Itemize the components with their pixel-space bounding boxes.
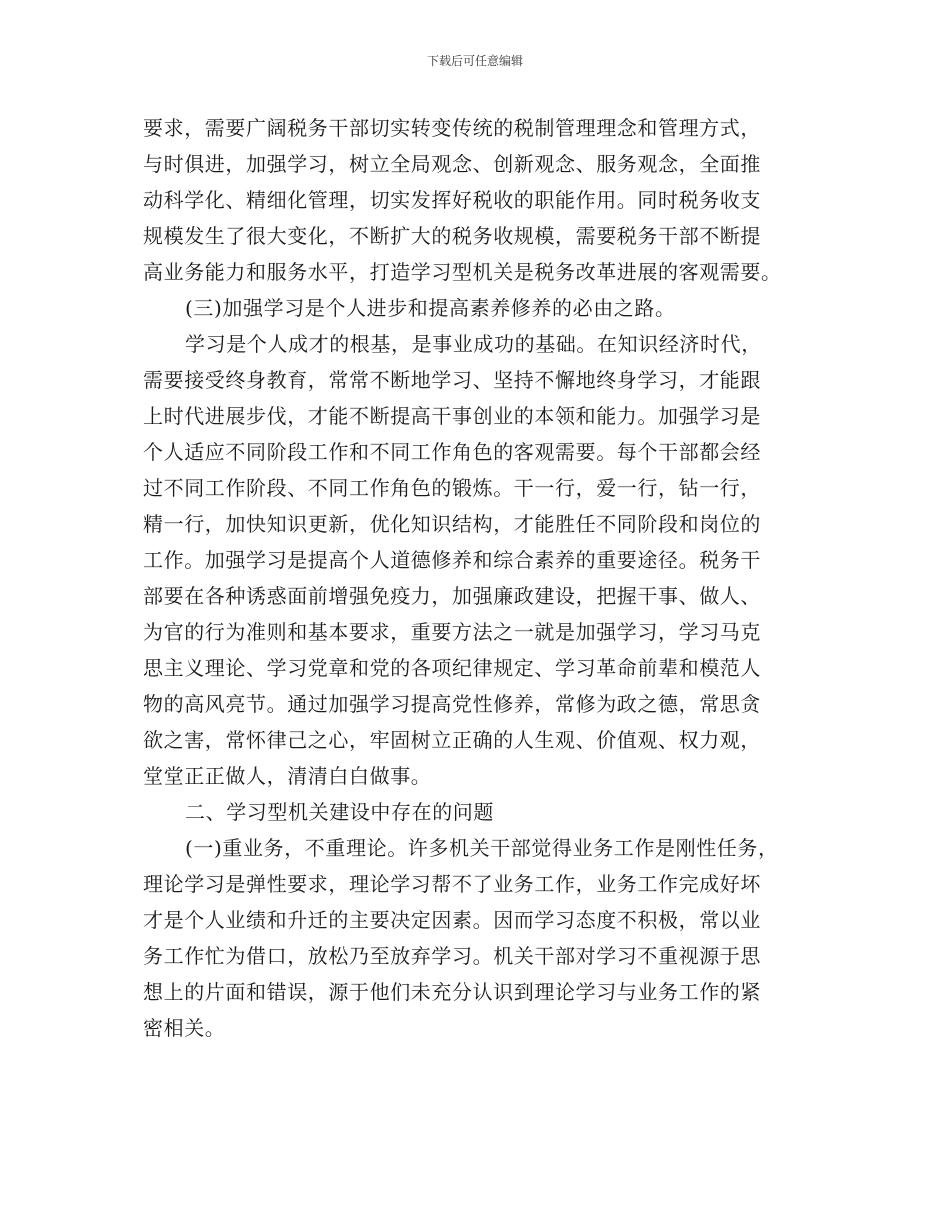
text-line: 过不同工作阶段、不同工作角色的锻炼。干一行，爱一行，钻一行，: [143, 476, 761, 500]
text-line: 工作。加强学习是提高个人道德修养和综合素养的重要途径。税务干: [143, 548, 761, 572]
text-line: 堂堂正正做人，清清白白做事。: [143, 764, 432, 788]
text-line: 高业务能力和服务水平，打造学习型机关是税务改革进展的客观需要。: [143, 260, 782, 284]
page-header: 下载后可任意编辑: [426, 54, 523, 68]
text-line: 需要接受终身教育，常常不断地学习、坚持不懈地终身学习，才能跟: [143, 368, 761, 392]
paragraph-start: 学习是个人成才的根基，是事业成功的基础。在知识经济时代，: [185, 332, 762, 356]
text-line: 务工作忙为借口，放松乃至放弃学习。机关干部对学习不重视源于思: [143, 944, 761, 968]
text-line: 要求，需要广阔税务干部切实转变传统的税制管理理念和管理方式，: [143, 116, 761, 140]
section-heading-1: (一)重业务，不重理论。许多机关干部觉得业务工作是刚性任务，: [185, 836, 779, 860]
text-line: 理论学习是弹性要求，理论学习帮不了业务工作，业务工作完成好坏: [143, 872, 761, 896]
text-line: 思主义理论、学习党章和党的各项纪律规定、学习革命前辈和模范人: [143, 656, 761, 680]
text-line: 才是个人业绩和升迁的主要决定因素。因而学习态度不积极，常以业: [143, 908, 761, 932]
text-line: 上时代进展步伐，才能不断提高干事创业的本领和能力。加强学习是: [143, 404, 761, 428]
text-line: 为官的行为准则和基本要求，重要方法之一就是加强学习，学习马克: [143, 620, 761, 644]
text-line: 动科学化、精细化管理，切实发挥好税收的职能作用。同时税务收支: [143, 188, 761, 212]
text-line: 部要在各种诱惑面前增强免疫力，加强廉政建设，把握干事、做人、: [143, 584, 761, 608]
text-line: 欲之害，常怀律己之心，牢固树立正确的人生观、价值观、权力观，: [143, 728, 761, 752]
text-line: 与时俱进，加强学习，树立全局观念、创新观念、服务观念，全面推: [143, 152, 761, 176]
text-line: 精一行，加快知识更新，优化知识结构，才能胜任不同阶段和岗位的: [143, 512, 761, 536]
text-line: 密相关。: [143, 1016, 226, 1040]
text-line: 物的高风亮节。通过加强学习提高党性修养，常修为政之德，常思贪: [143, 692, 761, 716]
section-heading-2: 二、学习型机关建设中存在的问题: [185, 800, 494, 824]
document-body: [143, 110, 813, 1046]
text-line: 规模发生了很大变化，不断扩大的税务收规模，需要税务干部不断提: [143, 224, 761, 248]
section-heading-3: (三)加强学习是个人进步和提高素养修养的必由之路。: [185, 296, 676, 320]
text-line: 想上的片面和错误，源于他们未充分认识到理论学习与业务工作的紧: [143, 980, 761, 1004]
text-line: 个人适应不同阶段工作和不同工作角色的客观需要。每个干部都会经: [143, 440, 761, 464]
